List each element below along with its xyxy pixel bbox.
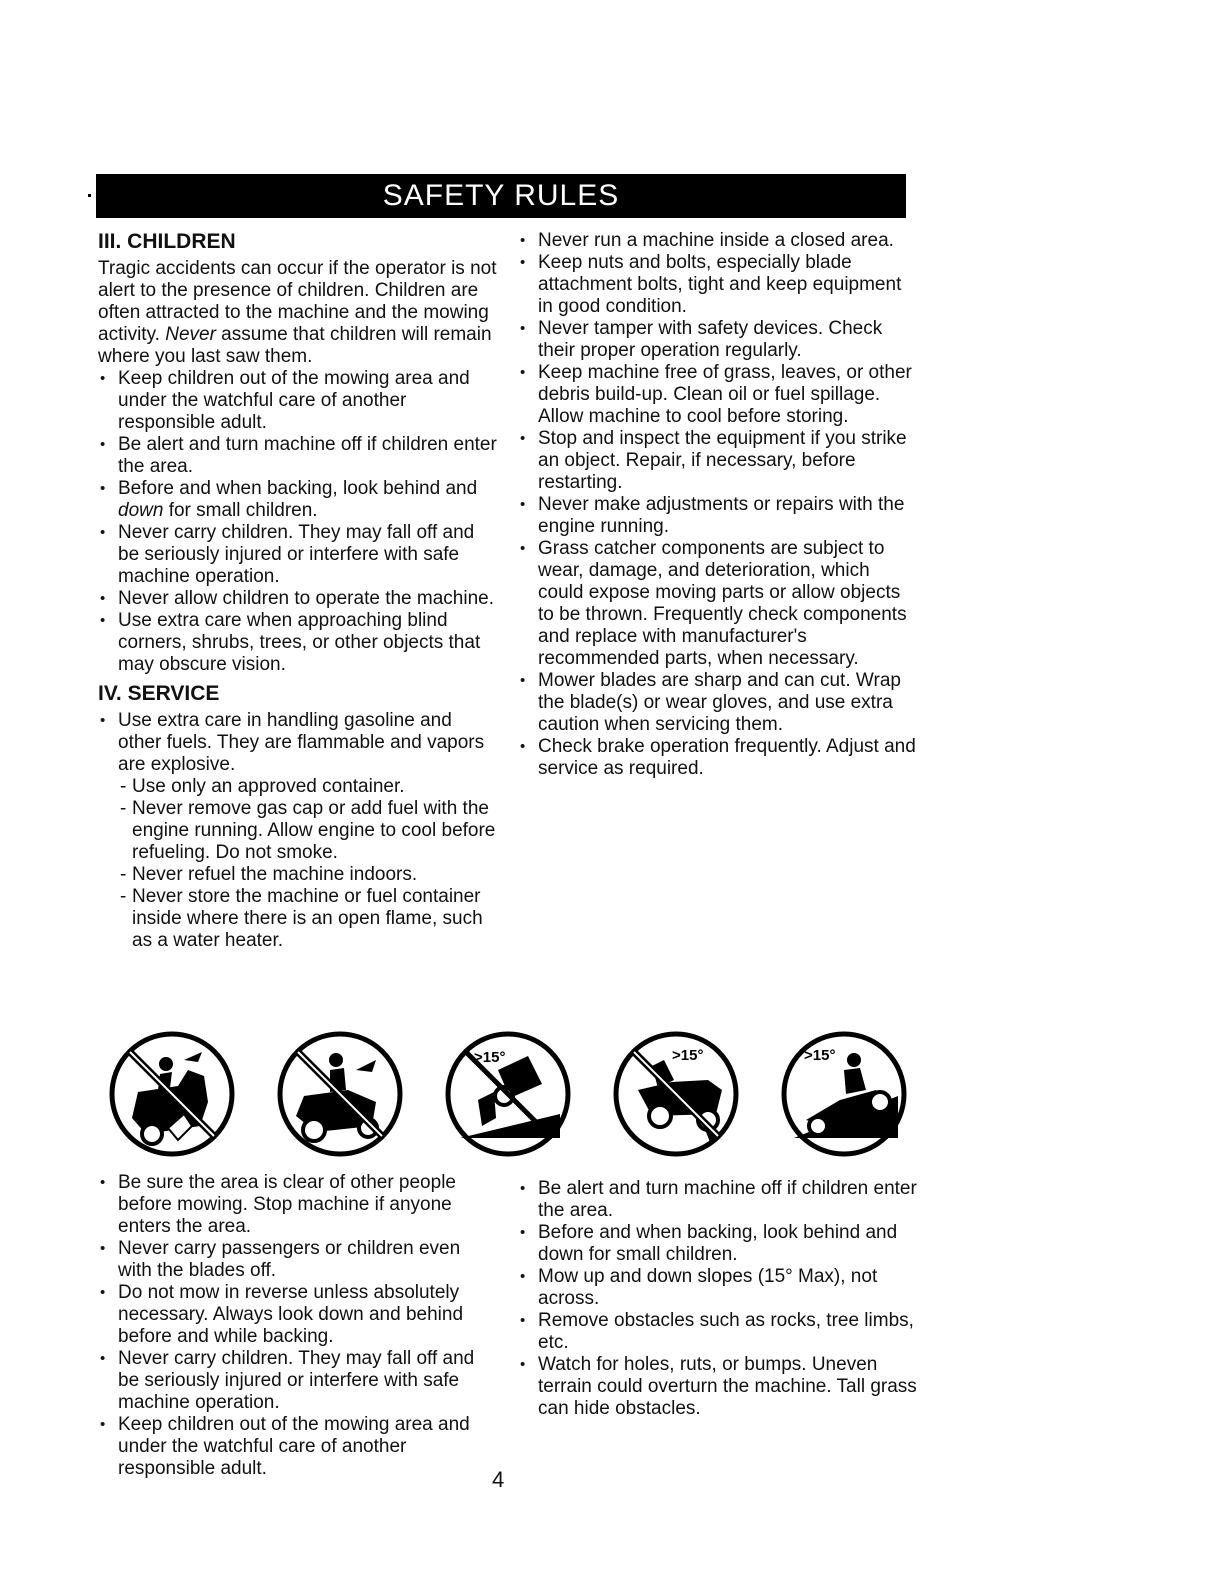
sub-list-item: - Use only an approved container. — [118, 776, 498, 798]
list-item: • Never carry children. They may fall off and be seriously injured or interfere with safe machine operation. — [98, 1348, 498, 1414]
left-column-bottom — [98, 1172, 498, 1480]
list-item: • Remove obstacles such as rocks, tree limbs, etc. — [518, 1310, 918, 1354]
list-item: • Never allow children to operate the machine. — [98, 588, 498, 610]
list-item: • Keep children out of the mowing area and under the watchful care of another responsible adult. — [98, 1414, 498, 1480]
list-item: • Be sure the area is clear of other people before mowing. Stop machine if anyone enters the area. — [98, 1172, 498, 1238]
intro-text-end: assume that children will remain where you last saw them. — [98, 324, 492, 367]
list-item: • Grass catcher components are subject to wear, damage, and deterioration, which could expose moving parts or allow objects to be thrown. Frequently check components and replace with manufacturer's recommended parts, when necessary. — [518, 538, 918, 670]
bullet-text-end: for small children. — [163, 500, 318, 521]
list-item: • Use extra care when approaching blind corners, shrubs, trees, or other objects that may obscure vision. — [98, 610, 498, 676]
safety-rules-header — [96, 174, 906, 218]
bottom-right-bullets — [518, 1178, 918, 1420]
slope-label-4: >15° — [672, 1047, 704, 1064]
slope-label-5: >15° — [804, 1047, 836, 1064]
left-column-top — [98, 230, 498, 952]
list-item: • Do not mow in reverse unless absolutely necessary. Always look down and behind before and while backing. — [98, 1282, 498, 1348]
intro-text-start: Tragic accidents can occur if the operator is not alert to the presence of children. Children are often attracted to the machine and the mowing activity. — [98, 258, 497, 345]
list-item: • Before and when backing, look behind and down for small children. — [518, 1222, 918, 1266]
right-column-top — [518, 230, 918, 780]
list-item: • Stop and inspect the equipment if you strike an object. Repair, if necessary, before restarting. — [518, 428, 918, 494]
list-item: • Mow up and down slopes (15° Max), not across. — [518, 1266, 918, 1310]
sub-list-item: - Never store the machine or fuel container inside where there is an open flame, such as a water heater. — [118, 886, 498, 952]
bottom-left-bullets — [98, 1172, 498, 1480]
service-bullets-continued — [518, 230, 918, 780]
fuel-subitems — [118, 776, 498, 952]
slope-rollover-icon — [444, 1030, 572, 1158]
list-item — [98, 710, 498, 952]
header-title: SAFETY RULES — [382, 179, 620, 212]
fuel-bullet-text: Use extra care in handling gasoline and other fuels. They are flammable and vapors are explosive. — [118, 710, 485, 775]
list-item: • Keep machine free of grass, leaves, or other debris build-up. Clean oil or fuel spillage. Allow machine to cool before storing. — [518, 362, 918, 428]
bullet-text-start: Before and when backing, look behind and — [118, 478, 478, 499]
page-number: 4 — [492, 1467, 505, 1492]
children-bullets — [98, 368, 498, 676]
slope-label-3: >15° — [474, 1049, 506, 1066]
service-bullets — [98, 710, 498, 952]
list-item — [98, 478, 498, 522]
children-intro — [98, 258, 498, 368]
list-item: • Never run a machine inside a closed area. — [518, 230, 918, 252]
no-passengers-icon — [276, 1030, 404, 1158]
right-column-bottom — [518, 1178, 918, 1420]
mow-up-down-slopes-icon — [780, 1030, 908, 1158]
list-item: • Watch for holes, ruts, or bumps. Uneven terrain could overturn the machine. Tall grass can hide obstacles. — [518, 1354, 918, 1420]
children-heading: III. CHILDREN — [98, 230, 236, 253]
list-item: • Be alert and turn machine off if children enter the area. — [518, 1178, 918, 1222]
list-item: • Never carry passengers or children even with the blades off. — [98, 1238, 498, 1282]
bullet-emphasis: down — [118, 500, 164, 521]
list-item: • Keep children out of the mowing area and under the watchful care of another responsible adult. — [98, 368, 498, 434]
list-item: • Never make adjustments or repairs with the engine running. — [518, 494, 918, 538]
header-dot — [88, 194, 91, 197]
list-item: • Never tamper with safety devices. Check their proper operation regularly. — [518, 318, 918, 362]
sub-list-item: - Never remove gas cap or add fuel with the engine running. Allow engine to cool before refueling. Do not smoke. — [118, 798, 498, 864]
no-slope-across-icon — [612, 1030, 740, 1158]
safety-pictograms — [108, 1030, 914, 1160]
no-children-near-mower-icon — [108, 1030, 236, 1158]
list-item: • Be alert and turn machine off if children enter the area. — [98, 434, 498, 478]
sub-list-item: - Never refuel the machine indoors. — [118, 864, 498, 886]
list-item: • Never carry children. They may fall off and be seriously injured or interfere with safe machine operation. — [98, 522, 498, 588]
intro-emphasis: Never — [165, 324, 216, 345]
list-item: • Check brake operation frequently. Adjust and service as required. — [518, 736, 918, 780]
list-item: • Mower blades are sharp and can cut. Wrap the blade(s) or wear gloves, and use extra caution when servicing them. — [518, 670, 918, 736]
list-item: • Keep nuts and bolts, especially blade attachment bolts, tight and keep equipment in good condition. — [518, 252, 918, 318]
service-heading: IV. SERVICE — [98, 682, 220, 705]
